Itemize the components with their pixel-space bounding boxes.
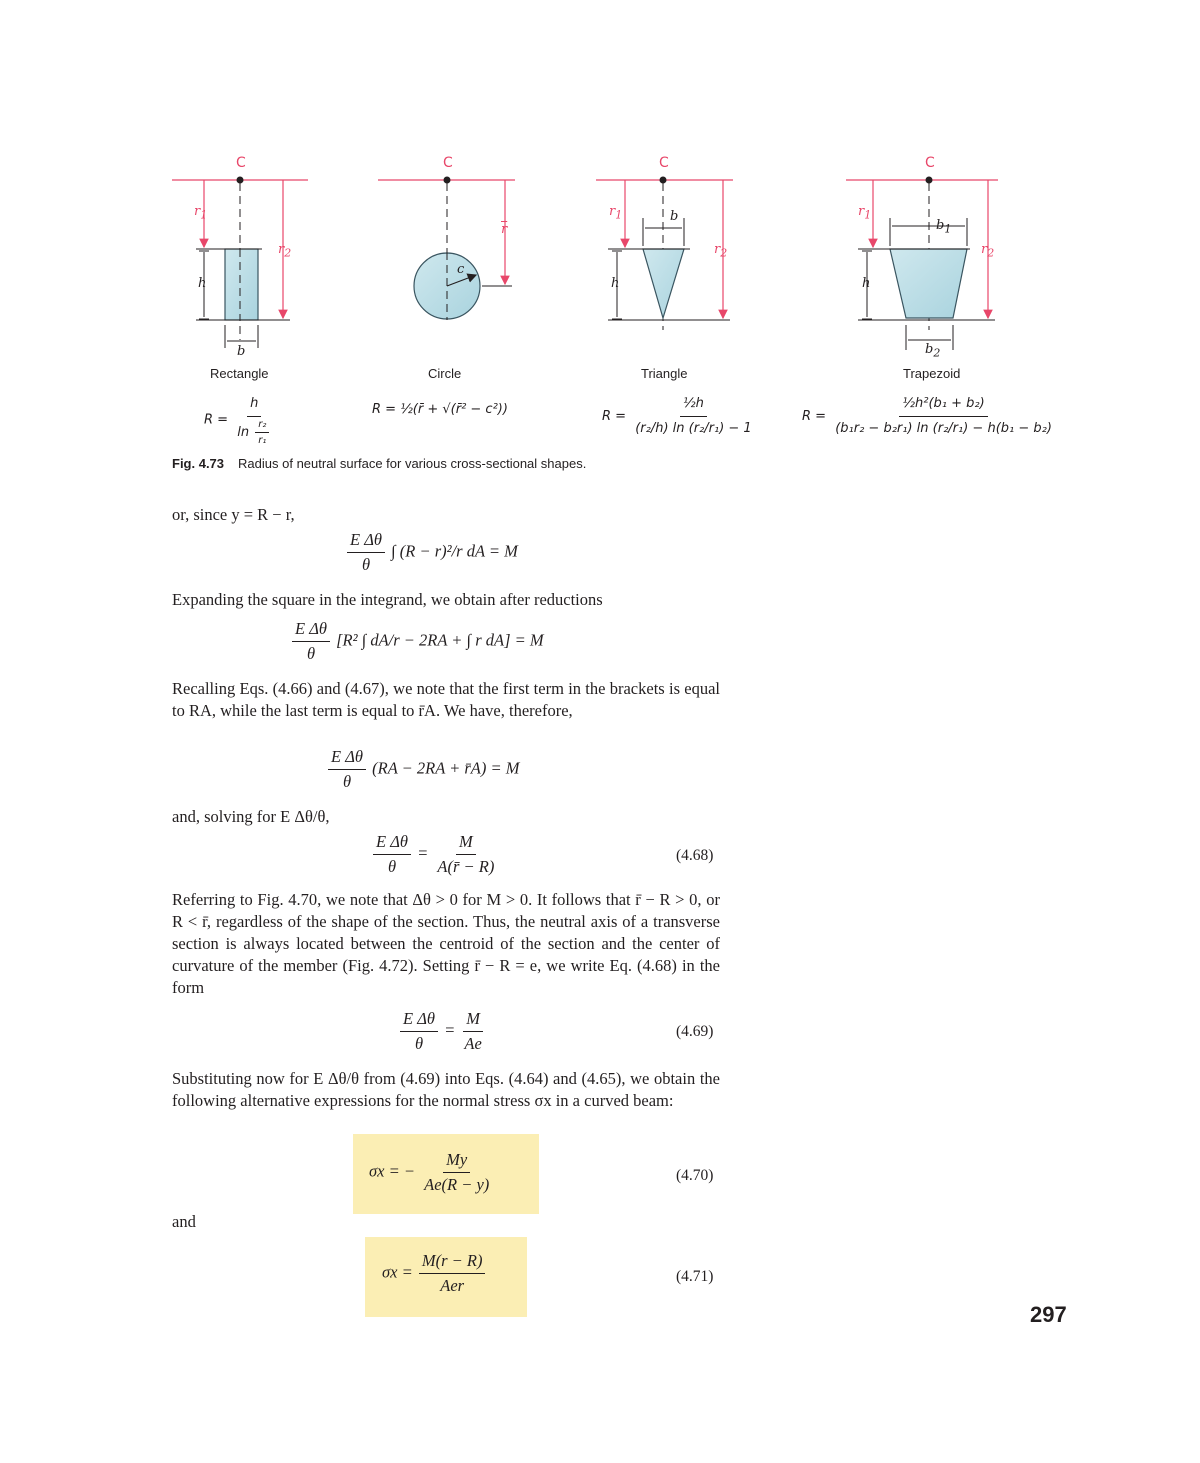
paragraph-6: Substituting now for E Δθ/θ from (4.69) into Eqs. (4.64) and (4.65), we obtain the following alternative expressions for the normal stress σx in a curved beam: (172, 1069, 720, 1110)
circle-diagram (378, 177, 515, 321)
tri-r1-label: $r_1$ (609, 204, 623, 222)
paragraph-1: or, since y = R − r, (172, 505, 295, 524)
circle-c-label: c (457, 262, 465, 277)
rect-r2-label: $r_2$ (278, 242, 292, 260)
figure-4-73 (0, 0, 1200, 460)
equation-2: $\frac{\text{E Δθ}}{\theta}$ [R² ∫ dA/r − 2RA + ∫ r dA] = M (290, 619, 544, 664)
rectangle-diagram (172, 177, 308, 349)
triangle-diagram (596, 177, 733, 331)
formula-circle: R = ½(r̄ + √(r̄² − c²)) (372, 402, 508, 417)
equation-number-4-71: (4.71) (676, 1268, 714, 1285)
trap-b2-label: $b_2$ (925, 342, 941, 360)
rect-b-label: b (237, 344, 246, 359)
formula-rectangle: R = h ln $\frac{\text{r₂}}{\text{r₁}}$ (204, 394, 276, 446)
equation-number-4-69: (4.69) (676, 1023, 714, 1040)
shape-name-triangle: Triangle (641, 366, 688, 381)
figure-caption: Fig. 4.73 Radius of neutral surface for various cross-sectional shapes. (172, 456, 587, 471)
equation-4-69: $\frac{\text{E Δθ}}{\theta}$ = $\frac{M}{Ae}$ (398, 1009, 487, 1054)
tri-b-label: b (670, 209, 679, 224)
equation-number-4-68: (4.68) (676, 847, 714, 864)
trap-h-label: h (862, 276, 871, 291)
rect-r1-label: $r_1$ (194, 204, 208, 222)
paragraph-7: and (172, 1212, 196, 1231)
trap-b1-label: $b_1$ (936, 218, 952, 236)
center-label-circle: C (443, 155, 453, 171)
paragraph-3: Recalling Eqs. (4.66) and (4.67), we note that the first term in the brackets is equal to RA, while the last term is equal to r̄A. We have, therefore, (172, 679, 720, 720)
formula-triangle: R = $\frac{\text{½h}}{\text{(r₂/h) ln (r₂/r₁) − 1}}$ (602, 396, 752, 436)
shape-name-circle: Circle (428, 366, 462, 381)
equation-3: $\frac{\text{E Δθ}}{\theta}$ (RA − 2RA + r̄A) = M (326, 747, 519, 792)
trap-r1-label: $r_1$ (858, 204, 872, 222)
rect-h-label: h (198, 276, 207, 291)
paragraph-2: Expanding the square in the integrand, we obtain after reductions (172, 590, 603, 609)
shape-name-trapezoid: Trapezoid (903, 366, 961, 381)
center-label-trapezoid: C (925, 155, 935, 171)
circle-rbar-label: $\overline{r}$ (501, 222, 508, 237)
equation-4-70: σx = − $\frac{My}{Ae(R - y)}$ (369, 1150, 490, 1194)
trap-r2-label: $r_2$ (981, 242, 995, 260)
page-number: 297 (1030, 1302, 1067, 1327)
center-label-rect: C (236, 155, 246, 171)
formula-trapezoid: R = $\frac{\text{½h²(b₁ + b₂)}}{\text{(b₁r₂ − b₂r₁) ln (r₂/r₁) − h(b₁ − b₂)}}$ (802, 396, 1052, 436)
equation-number-4-70: (4.70) (676, 1167, 714, 1184)
equation-4-68: $\frac{\text{E Δθ}}{\theta}$ = $\frac{M}{A(r̄ - R)}$ (371, 832, 499, 877)
center-label-triangle: C (659, 155, 669, 171)
paragraph-5: Referring to Fig. 4.70, we note that Δθ > 0 for M > 0. It follows that r̄ − R > 0, or R < r̄, regardless of the shape of the section. Thus, the neutral axis of a transverse section is always located between the centroid of the section and the center of curvature of the member (Fig. 4.72). Setting r̄ − R = e, we write Eq. (4.68) in the form (172, 890, 720, 997)
trapezoid-diagram (846, 177, 998, 351)
shape-name-rectangle: Rectangle (210, 366, 269, 381)
tri-h-label: h (611, 276, 620, 291)
tri-r2-label: $r_2$ (714, 242, 728, 260)
equation-4-71: σx = $\frac{M(r - R)}{\text{Aer}}$ (382, 1251, 487, 1296)
paragraph-4: and, solving for E Δθ/θ, (172, 807, 330, 826)
equation-1: $\frac{\text{E Δθ}}{\theta}$ ∫ (R − r)²/r dA = M (345, 530, 518, 575)
